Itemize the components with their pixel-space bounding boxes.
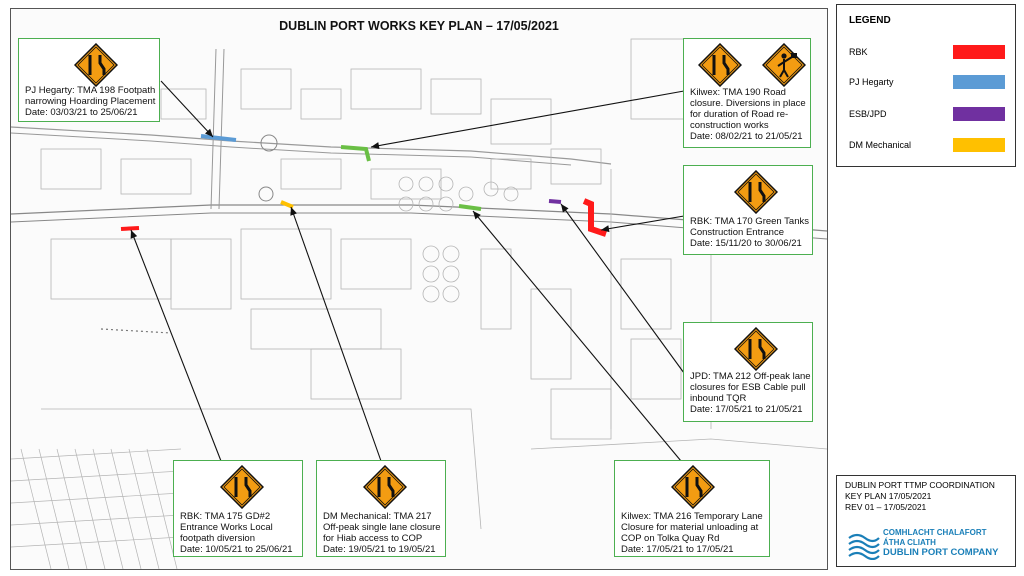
legend-item-rbk [849, 45, 1005, 61]
building [631, 39, 691, 119]
callout-line: Kilwex: TMA 190 Road [690, 87, 786, 98]
north-south-road [211, 49, 216, 209]
callout-text [621, 511, 763, 555]
leader-line [601, 216, 684, 230]
quay-block [621, 259, 671, 329]
legend-label: ESB/JPD [849, 109, 887, 119]
callout-line: DM Mechanical: TMA 217 [323, 511, 432, 522]
callout-line: JPD: TMA 212 Off-peak lane [690, 371, 811, 382]
legend [836, 4, 1016, 167]
callout-text [690, 87, 806, 142]
street [11, 515, 181, 525]
callout-rbk-tma175 [173, 460, 303, 557]
callout-text [690, 371, 811, 415]
callout-text [323, 511, 441, 555]
logo-line: COMHLACHT CHALAFORT [883, 528, 987, 537]
leader-line [473, 211, 681, 461]
shoreline [531, 439, 827, 449]
callout-rbk-tma170 [683, 165, 813, 255]
legend-item-dm-mechanical [849, 138, 1005, 154]
street [39, 449, 69, 569]
legend-swatch [953, 138, 1005, 152]
callout-line: Off-peak single lane closure [323, 522, 441, 533]
legend-item-esb-jpd [849, 107, 1005, 123]
building [161, 89, 206, 119]
legend-item-pj-hegarty [849, 75, 1005, 91]
callout-line: COP on Tolka Quay Rd [621, 533, 720, 544]
callout-line: Date: 03/03/21 to 25/06/21 [25, 107, 138, 118]
storage-tank [419, 177, 433, 191]
map-title: DUBLIN PORT WORKS KEY PLAN – 17/05/2021 [279, 19, 559, 33]
callout-line: Date: 10/05/21 to 25/06/21 [180, 544, 293, 555]
callout-line: Kilwex: TMA 216 Temporary Lane [621, 511, 763, 522]
callout-line: narrowing Hoarding Placement [25, 96, 156, 107]
storage-tank [399, 177, 413, 191]
callout-text [25, 85, 155, 118]
callout-line: Date: 17/05/21 to 17/05/21 [621, 544, 734, 555]
road-narrows-sign-icon [698, 43, 742, 87]
flagman-sign-icon [762, 43, 806, 87]
road-narrows-sign-icon [671, 465, 715, 509]
north-south-road [219, 49, 224, 209]
kilwex-tma216-site-marker [459, 206, 481, 209]
building [241, 69, 291, 109]
logo-line: ÁTHA CLIATH [883, 538, 936, 547]
callout-kilwex-tma190 [683, 38, 811, 148]
quay-block [241, 229, 331, 299]
rbk-tma175-site-marker [121, 228, 139, 229]
road-narrows-sign-icon [363, 465, 407, 509]
legend-label: RBK [849, 47, 868, 57]
dm-mechanical-site-marker [281, 202, 293, 207]
coordination-box [836, 475, 1016, 567]
callout-line: Date: 19/05/21 to 19/05/21 [323, 544, 436, 555]
callout-line: for duration of Road re- [690, 109, 789, 120]
roundabout [259, 187, 273, 201]
street [93, 449, 123, 569]
callout-text [690, 216, 809, 249]
storage-tank [443, 246, 459, 262]
leader-line [161, 81, 213, 137]
callout-line: RBK: TMA 170 Green Tanks [690, 216, 809, 227]
street [129, 449, 159, 569]
street [111, 449, 141, 569]
leader-arrowhead [131, 230, 138, 239]
wave-logo-icon [847, 530, 881, 560]
callout-line: Date: 17/05/21 to 21/05/21 [690, 404, 803, 415]
coordination-line: KEY PLAN 17/05/2021 [845, 491, 932, 501]
building [491, 99, 551, 144]
callout-jpd-tma212 [683, 322, 813, 422]
street [11, 471, 181, 481]
callout-line: Date: 15/11/20 to 30/06/21 [690, 238, 802, 249]
legend-swatch [953, 75, 1005, 89]
street [75, 449, 105, 569]
street [11, 493, 181, 503]
road-narrows-sign-icon [734, 170, 778, 214]
building [301, 89, 341, 119]
quay-block [551, 389, 611, 439]
storage-tank [423, 266, 439, 282]
street [11, 537, 181, 547]
storage-tank [423, 286, 439, 302]
legend-swatch [953, 45, 1005, 59]
callout-line: construction works [690, 120, 769, 131]
street [21, 449, 51, 569]
storage-tank [439, 197, 453, 211]
quay-block [631, 339, 681, 399]
leader-line [561, 204, 684, 373]
quay-block [171, 239, 231, 309]
callout-line: Closure for material unloading at [621, 522, 759, 533]
callout-line: inbound TQR [690, 393, 747, 404]
callout-line: Entrance Works Local [180, 522, 273, 533]
dublin-port-logo [847, 526, 1007, 562]
building [281, 159, 341, 189]
building [121, 159, 191, 194]
quay-block [51, 239, 171, 299]
leader-line [291, 207, 381, 461]
building [371, 169, 441, 199]
street [11, 449, 181, 459]
legend-swatch [953, 107, 1005, 121]
quay-block [341, 239, 411, 289]
building [551, 149, 601, 184]
storage-tank [459, 187, 473, 201]
quay-block [251, 309, 381, 349]
storage-tank [423, 246, 439, 262]
quay-block [481, 249, 511, 329]
road-narrows-sign-icon [74, 43, 118, 87]
building [431, 79, 481, 114]
logo-line: DUBLIN PORT COMPANY [883, 547, 999, 558]
callout-kilwex-tma216 [614, 460, 770, 557]
callout-line: Date: 08/02/21 to 21/05/21 [690, 131, 803, 142]
quay-block [531, 289, 571, 379]
coordination-line: REV 01 – 17/05/2021 [845, 502, 927, 512]
jpd-tma212-site-marker [549, 201, 561, 202]
callout-line: for Hiab access to COP [323, 533, 423, 544]
leader-arrowhead [290, 207, 297, 216]
storage-tank [443, 286, 459, 302]
street [57, 449, 87, 569]
legend-title: LEGEND [849, 15, 891, 26]
building [351, 69, 421, 109]
callout-pj-hegarty-tma198 [18, 38, 160, 122]
road-narrows-sign-icon [734, 327, 778, 371]
storage-tank [443, 266, 459, 282]
legend-label: PJ Hegarty [849, 77, 894, 87]
callout-line: closure. Diversions in place [690, 98, 806, 109]
work-markers [121, 136, 606, 234]
building [491, 159, 531, 189]
legend-label: DM Mechanical [849, 140, 912, 150]
callout-line: RBK: TMA 175 GD#2 [180, 511, 271, 522]
coordination-line: DUBLIN PORT TTMP COORDINATION [845, 480, 995, 490]
road-narrows-sign-icon [220, 465, 264, 509]
callout-line: footpath diversion [180, 533, 255, 544]
callout-line: closures for ESB Cable pull [690, 382, 806, 393]
callout-dm-mechanical-tma217 [316, 460, 446, 557]
callout-line: Construction Entrance [690, 227, 784, 238]
quay-edge [101, 329, 171, 333]
callout-text [180, 511, 293, 555]
leader-line [131, 230, 221, 461]
callout-line: PJ Hegarty: TMA 198 Footpath [25, 85, 156, 96]
building [41, 149, 101, 189]
